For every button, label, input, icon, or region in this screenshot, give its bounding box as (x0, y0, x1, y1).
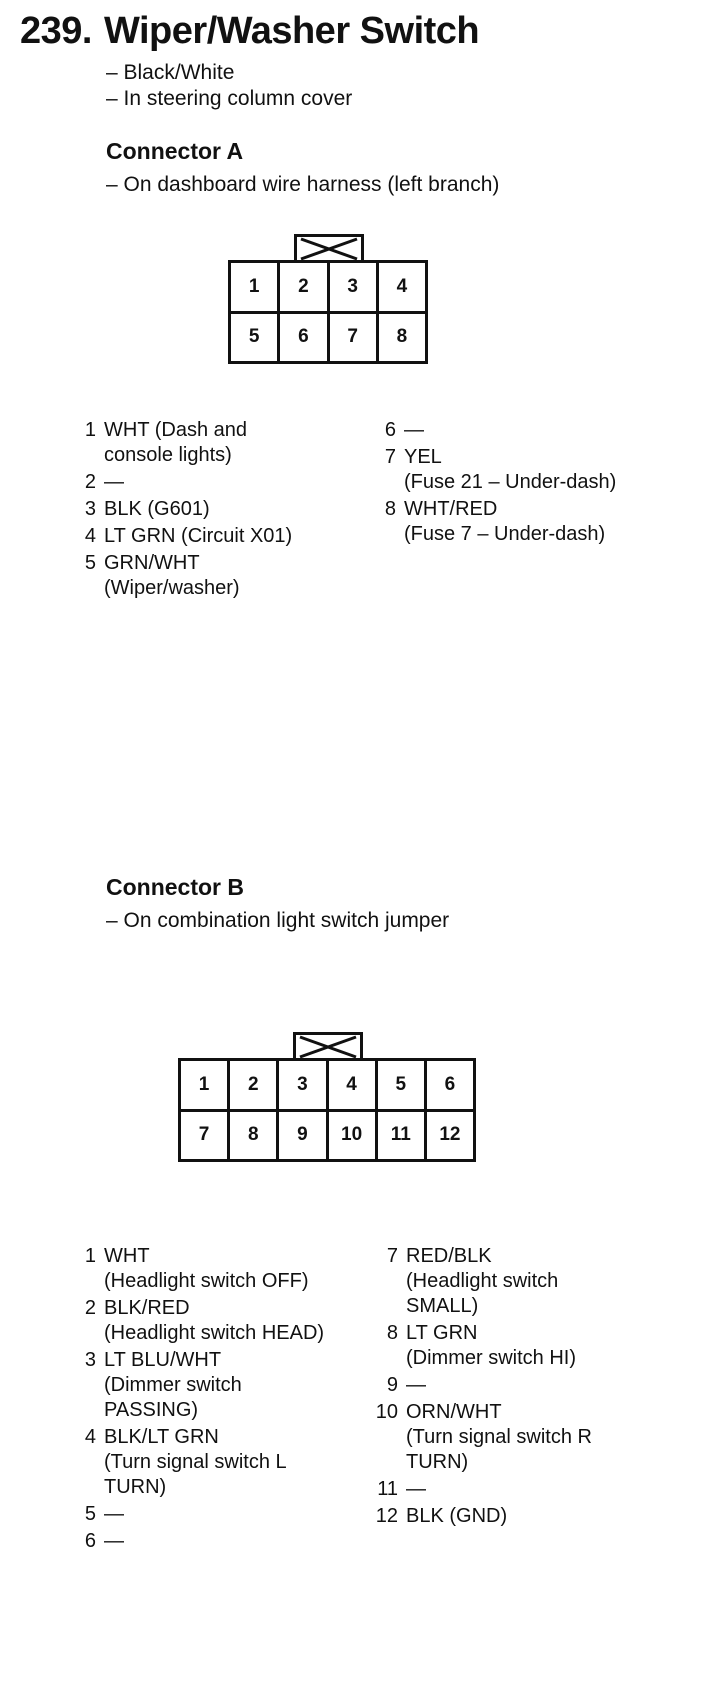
pin-number: 3 (84, 1349, 96, 1371)
pin-entry (70, 1502, 370, 1527)
pin-description: LT BLU/WHT (Dimmer switch PASSING) (104, 1349, 242, 1421)
pin-description: — (104, 1503, 124, 1525)
pin-cell: 7 (330, 314, 376, 362)
location-note: – In steering column cover (106, 87, 353, 110)
pin-number: 3 (84, 498, 96, 520)
connector-a-pins-left (70, 418, 370, 603)
pin-number: 2 (84, 471, 96, 493)
pin-entry (70, 1425, 370, 1500)
connector-b-pins-left (70, 1244, 370, 1556)
pin-entry (370, 1477, 690, 1502)
pin-entry (370, 1321, 690, 1371)
pin-entry (370, 1373, 690, 1398)
connector-b-location: – On combination light switch jumper (106, 909, 450, 932)
pin-number: 9 (386, 1374, 398, 1396)
pin-cell: 8 (230, 1112, 276, 1160)
pin-description: WHT (Headlight switch OFF) (104, 1245, 309, 1292)
connector-b-pins-right (370, 1244, 690, 1531)
pin-number: 11 (377, 1478, 398, 1500)
pin-description: — (404, 419, 424, 441)
pin-description: RED/BLK (Headlight switch SMALL) (406, 1245, 559, 1317)
pin-entry (70, 524, 370, 549)
pin-cell: 2 (230, 1061, 276, 1109)
pin-cell: 2 (280, 263, 326, 311)
pin-entry (370, 418, 690, 443)
pin-entry (370, 497, 690, 547)
pin-cell: 7 (181, 1112, 227, 1160)
connector-b-heading: Connector B (106, 874, 244, 900)
pin-entry (370, 445, 690, 495)
pin-description: WHT (Dash and console lights) (104, 419, 248, 466)
pin-number: 6 (384, 419, 396, 441)
pin-description: WHT/RED (Fuse 7 – Under-dash) (404, 498, 606, 545)
pin-number: 7 (386, 1245, 398, 1267)
connector-a-location: – On dashboard wire harness (left branch) (106, 173, 500, 196)
pin-cell: 11 (378, 1112, 424, 1160)
pin-number: 8 (386, 1322, 398, 1344)
pin-entry (70, 497, 370, 522)
pin-number: 6 (84, 1530, 96, 1552)
pin-cell: 4 (379, 263, 425, 311)
pin-cell: 10 (329, 1112, 375, 1160)
pin-cell: 3 (279, 1061, 325, 1109)
connector-a-pins-right (370, 418, 690, 549)
pin-description: BLK (GND) (406, 1505, 508, 1527)
pin-cell: 4 (329, 1061, 375, 1109)
pin-entry (70, 418, 370, 468)
pin-description: — (406, 1478, 426, 1500)
pin-number: 7 (384, 446, 396, 468)
connector-a-pin-grid (228, 260, 428, 364)
pin-cell: 3 (330, 263, 376, 311)
page-title (20, 10, 479, 53)
pin-number: 1 (84, 1245, 96, 1267)
pin-number: 10 (375, 1401, 398, 1423)
pin-entry (370, 1244, 690, 1319)
pin-description: BLK/RED (Headlight switch HEAD) (104, 1297, 325, 1344)
pin-description: — (104, 1530, 124, 1552)
component-number: 239. (20, 10, 92, 52)
pin-description: LT GRN (Circuit X01) (104, 525, 293, 547)
pin-number: 4 (84, 525, 96, 547)
pin-description: BLK/LT GRN (Turn signal switch L TURN) (104, 1426, 287, 1498)
pin-entry (70, 1348, 370, 1423)
pin-description: ORN/WHT (Turn signal switch R TURN) (406, 1401, 592, 1473)
pin-number: 12 (375, 1505, 398, 1527)
pin-number: 2 (84, 1297, 96, 1319)
pin-cell: 8 (379, 314, 425, 362)
pin-number: 1 (84, 419, 96, 441)
connector-b-diagram (178, 1032, 476, 1162)
pin-cell: 9 (279, 1112, 325, 1160)
pin-description: BLK (G601) (104, 498, 210, 520)
connector-b-pin-grid (178, 1058, 476, 1162)
pin-description: — (104, 471, 124, 493)
pin-cell: 6 (280, 314, 326, 362)
pin-entry (370, 1504, 690, 1529)
pin-cell: 1 (231, 263, 277, 311)
pin-cell: 12 (427, 1112, 473, 1160)
pin-entry (70, 1296, 370, 1346)
color-note: – Black/White (106, 61, 235, 84)
pin-cell: 1 (181, 1061, 227, 1109)
pin-entry (70, 1244, 370, 1294)
pin-description: — (406, 1374, 426, 1396)
pin-entry (70, 470, 370, 495)
pin-cell: 5 (231, 314, 277, 362)
pin-description: LT GRN (Dimmer switch HI) (406, 1322, 576, 1369)
pin-number: 5 (84, 552, 96, 574)
pin-number: 5 (84, 1503, 96, 1525)
component-name: Wiper/Washer Switch (103, 10, 480, 52)
pin-cell: 5 (378, 1061, 424, 1109)
connector-a-heading: Connector A (106, 138, 244, 164)
pin-cell: 6 (427, 1061, 473, 1109)
pin-number: 8 (384, 498, 396, 520)
connector-a-diagram (228, 234, 428, 364)
pin-description: GRN/WHT (Wiper/washer) (104, 552, 240, 599)
pin-entry (70, 1529, 370, 1554)
pin-entry (370, 1400, 690, 1475)
pin-number: 4 (84, 1426, 96, 1448)
pin-entry (70, 551, 370, 601)
pin-description: YEL (Fuse 21 – Under-dash) (404, 446, 617, 493)
